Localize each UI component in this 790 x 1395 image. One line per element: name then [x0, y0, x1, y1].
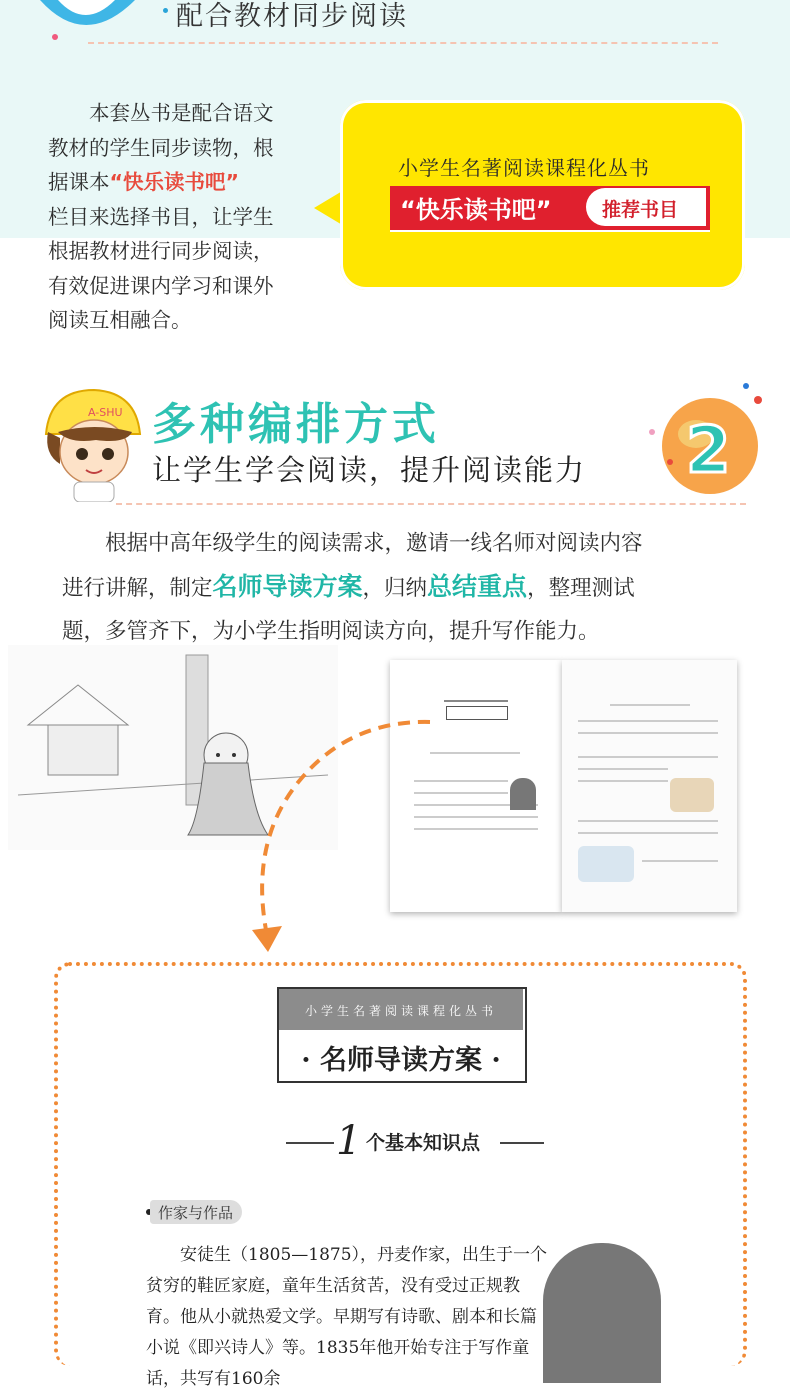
- number-badge-icon: [640, 372, 770, 502]
- intro-line: 有效促进课内学习和课外: [48, 273, 274, 298]
- mascot-cap-text: A-SHU: [88, 406, 123, 419]
- desc-highlight: 名师导读方案: [212, 572, 363, 601]
- desc-line: ，整理测试: [527, 576, 635, 601]
- guide-title: · 名师导读方案 ·: [301, 1045, 501, 1076]
- dashed-divider: [116, 503, 746, 505]
- kp-rule-left: [286, 1142, 334, 1144]
- section-title-layout: 多种编排方式: [152, 399, 440, 450]
- author-portrait: [543, 1243, 661, 1383]
- intro-line: 根据教材进行同步阅读，: [48, 239, 274, 263]
- guide-series-name: 小学生名著阅读课程化丛书: [304, 1004, 497, 1018]
- book-page-right: [562, 660, 737, 912]
- knowledge-point-number: 1: [336, 1118, 362, 1164]
- dashed-divider: [88, 42, 718, 44]
- desc-line: 题，多管齐下，为小学生指明阅读方向，提升写作能力。: [62, 619, 600, 644]
- planet-icon: [40, 0, 140, 30]
- kp-rule-right: [500, 1142, 544, 1144]
- intro-line: 阅读互相融合。: [48, 308, 192, 332]
- mascot-boy-icon: [36, 384, 146, 502]
- intro-line: 本套丛书是配合语文: [89, 101, 274, 125]
- intro-highlight: “快乐读书吧”: [109, 170, 239, 194]
- layout-description: [62, 522, 742, 653]
- dot-decoration: [52, 34, 58, 40]
- desc-line: 根据中高年级学生的阅读需求，邀请一线名师对阅读内容: [105, 531, 643, 556]
- intro-text: [48, 96, 316, 338]
- author-bio: [146, 1240, 551, 1395]
- intro-line: 栏目来选择书目，让学生: [48, 204, 274, 229]
- author-tag-text: 作家与作品: [158, 1204, 234, 1222]
- bubble-series-name: 小学生名著阅读课程化丛书: [398, 156, 650, 180]
- bubble-ribbon-text: “快乐读书吧”: [400, 196, 552, 224]
- dot-decoration: [163, 8, 168, 13]
- desc-highlight: 总结重点: [427, 572, 528, 601]
- desc-line: ，归纳: [362, 576, 428, 601]
- section-title-sync: 配合教材同步阅读: [176, 1, 408, 32]
- desc-line: 进行讲解，制定: [62, 576, 213, 601]
- dashed-arrow-icon: [230, 690, 450, 960]
- badge-number: 2: [686, 414, 731, 488]
- bio-text: 安徒生（1805—1875），丹麦作家，出生于一个贫穷的鞋匠家庭，童年生活贫苦，没有受过正规教育。他从小就热爱文学。早期写有诗歌、剧本和长篇小说《即兴诗人》等。1835年他开始专注于写作童话，共写有160余: [146, 1245, 548, 1389]
- intro-line: 教材的学生同步读物，根: [48, 135, 274, 160]
- section-subtitle: 让学生学会阅读，提升阅读能力: [152, 453, 587, 487]
- intro-line: 据课本: [48, 170, 110, 194]
- knowledge-point-label: 个基本知识点: [366, 1132, 481, 1154]
- bubble-pill-text: 推荐书目: [602, 199, 679, 221]
